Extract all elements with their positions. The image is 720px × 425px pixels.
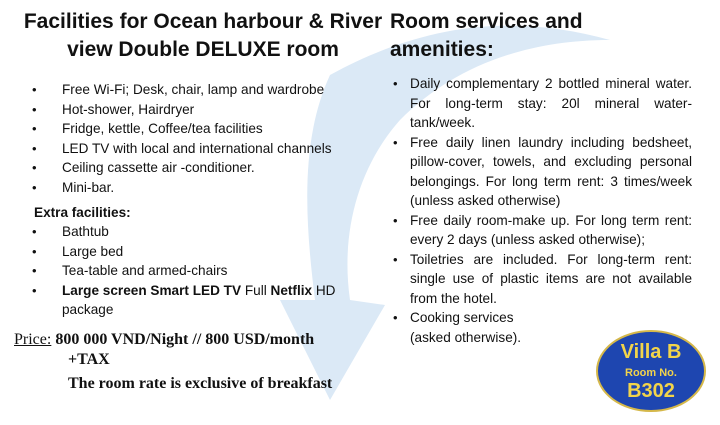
service-item: • Free daily linen laundry including bedsheet, pillow-cover, towels, and excluding personal belongings. For long term rent: 3 times/week (unless asked otherwise) [390, 133, 692, 211]
facilities-title: Facilities for Ocean harbour & River view Double DELUXE room [23, 10, 383, 61]
service-item: • Free daily room-make up. For long term rent: every 2 days (unless asked otherwise); [390, 211, 692, 250]
services-list [390, 74, 692, 347]
price-tax: +TAX [68, 350, 110, 368]
price-value: 800 000 VND/Night // 800 USD/month [51, 330, 315, 348]
badge-room-label: Room No. [625, 367, 677, 379]
services-panel [390, 8, 692, 347]
facility-item: • Free Wi-Fi; Desk, chair, lamp and wardrobe [14, 80, 386, 100]
badge-villa: Villa B [620, 341, 682, 363]
facility-item: • Hot-shower, Hairdryer [14, 100, 386, 120]
facility-item: • Ceiling cassette air -conditioner. [14, 158, 386, 178]
service-item-cooking: • Cooking services (asked otherwise). [390, 308, 692, 347]
price-label: Price: [14, 330, 52, 348]
facility-item: • LED TV with local and international channels [14, 139, 386, 159]
facilities-panel [14, 8, 386, 394]
facilities-list [14, 80, 386, 197]
extra-facility-item: • Large bed [14, 242, 386, 262]
services-title: Room services and amenities: [390, 10, 583, 61]
service-item: • Daily complementary 2 bottled mineral water. For long-term stay: 20l mineral water-tank/week. [390, 74, 692, 133]
extra-facility-item: • Tea-table and armed-chairs [14, 261, 386, 281]
facility-item: • Fridge, kettle, Coffee/tea facilities [14, 119, 386, 139]
facility-item: • Mini-bar. [14, 178, 386, 198]
extra-facility-item: • Bathtub [14, 222, 386, 242]
extra-facility-item-tv: • Large screen Smart LED TV Full Netflix HD package [14, 281, 386, 320]
badge-room-number: B302 [627, 380, 675, 402]
price-note: The room rate is exclusive of breakfast [68, 374, 333, 392]
service-item: • Toiletries are included. For long-term rent: single use of plastic items are not available from the hotel. [390, 250, 692, 309]
price-block [14, 330, 386, 394]
extra-facilities-list [14, 222, 386, 320]
extra-facilities-heading: Extra facilities: [34, 205, 131, 220]
room-badge [596, 330, 706, 412]
